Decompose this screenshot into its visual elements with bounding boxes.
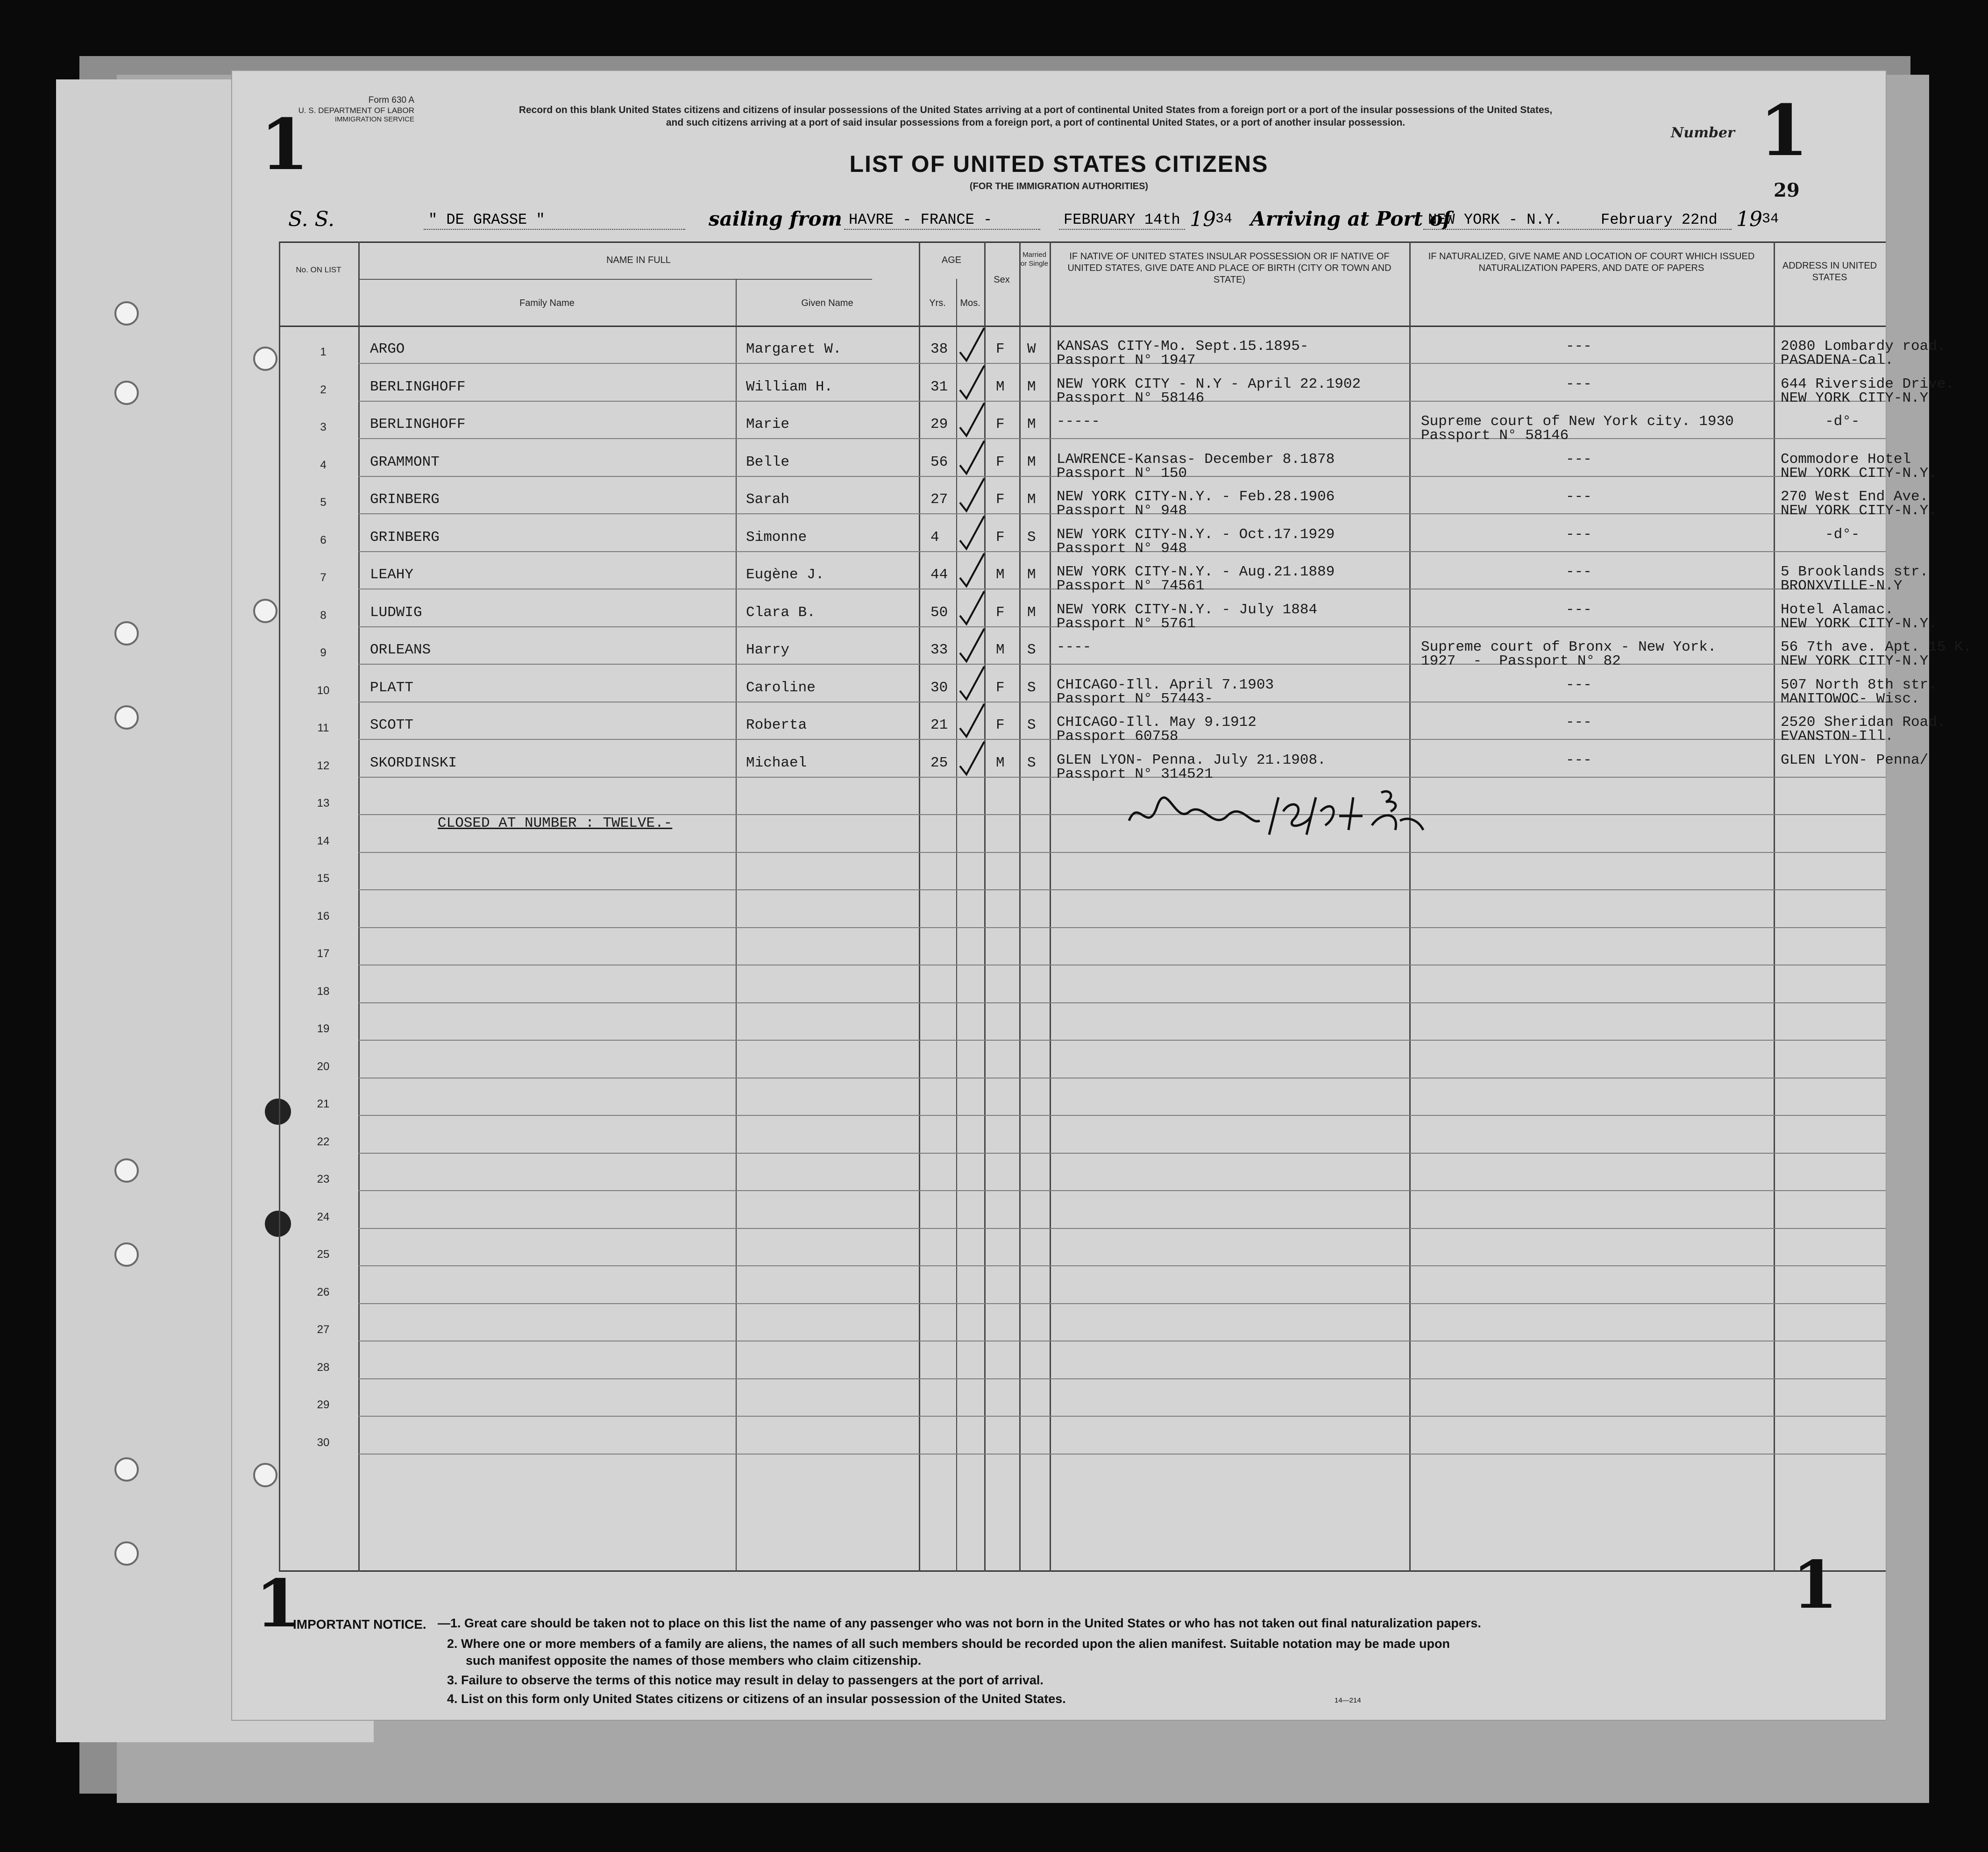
age-years: 30: [930, 679, 948, 696]
address-line-1: 2520 Sheridan Road.: [1781, 714, 1946, 731]
voyage-line: [288, 207, 1844, 234]
marital-status: M: [1027, 567, 1036, 583]
row-number: 9: [320, 646, 327, 659]
naturalization: ---: [1566, 376, 1592, 392]
check-mark-icon: [956, 624, 1022, 666]
row-rule: [358, 1002, 1886, 1003]
row-rule: [358, 1228, 1886, 1229]
binder-hole: [114, 1158, 139, 1183]
header-sex: Sex: [994, 275, 1010, 285]
address-line-2: PASADENA-Cal.: [1781, 352, 1894, 369]
sex: M: [996, 567, 1005, 583]
given-name: Belle: [746, 454, 790, 470]
check-mark-icon: [956, 323, 1022, 365]
family-name: SCOTT: [370, 717, 414, 733]
marital-status: S: [1027, 754, 1036, 771]
naturalization: ---: [1566, 714, 1592, 731]
row-number: 23: [317, 1173, 330, 1185]
row-number: 5: [320, 496, 327, 509]
row-rule: [358, 664, 1886, 665]
given-name: Eugène J.: [746, 567, 824, 583]
row-rule: [358, 1378, 1886, 1379]
depart-year-prefix: 19: [1190, 207, 1216, 231]
birth-place: -----: [1057, 413, 1100, 430]
address-line-2: NEW YORK CITY-N.Y.: [1781, 615, 1937, 632]
row-number: 25: [317, 1248, 330, 1261]
row-number: 14: [317, 834, 330, 847]
sex: F: [996, 341, 1005, 357]
family-name: GRINBERG: [370, 529, 440, 546]
binder-hole: [114, 301, 139, 326]
naturalization: ---: [1566, 752, 1592, 768]
header-address: ADDRESS IN UNITED STATES: [1782, 261, 1877, 283]
marital-status: W: [1027, 341, 1036, 357]
check-mark-icon: [956, 436, 1022, 478]
passport: Passport N° 58146: [1057, 390, 1205, 406]
family-name: LUDWIG: [370, 604, 422, 621]
naturalization-cont: 1927 - Passport N° 82: [1421, 653, 1621, 669]
address-line-1: -d°-: [1825, 413, 1860, 430]
row-number: 27: [317, 1323, 330, 1336]
address-line-2: NEW YORK CITY-N.Y: [1781, 653, 1929, 669]
marital-status: M: [1027, 416, 1036, 433]
row-number: 4: [320, 458, 327, 471]
family-name: ORLEANS: [370, 642, 431, 658]
notice-item-1: —1. Great care should be taken not to place on this list the name of any passenger who was not born in the United States or who has not taken out final naturalization papers.: [438, 1616, 1481, 1630]
passport: Passport N° 1947: [1057, 352, 1196, 369]
check-mark-icon: [956, 587, 1022, 629]
row-number: 6: [320, 533, 327, 546]
passport: Passport N° 5761: [1057, 615, 1196, 632]
row-rule: [358, 1265, 1886, 1266]
service: IMMIGRATION SERVICE: [334, 115, 414, 124]
binder-hole: [114, 1541, 139, 1566]
row-rule: [358, 1416, 1886, 1417]
given-name: Sarah: [746, 491, 790, 508]
notice-item-2-cont: such manifest opposite the names of those members who claim citizenship.: [466, 1653, 922, 1668]
age-years: 50: [930, 604, 948, 621]
check-mark-icon: [956, 662, 1022, 704]
given-name: Simonne: [746, 529, 807, 546]
department: U. S. DEPARTMENT OF LABOR: [298, 106, 414, 115]
naturalization: ---: [1566, 526, 1592, 543]
header-name-in-full: NAME IN FULL: [606, 255, 671, 265]
corner-number: 1: [260, 104, 309, 186]
row-number: 15: [317, 872, 330, 885]
row-number: 12: [317, 759, 330, 772]
address-line-2: NEW YORK CITY-N.Y.: [1781, 465, 1937, 482]
sailing-label: sailing from: [709, 207, 842, 230]
row-rule: [358, 889, 1886, 890]
birth-place: LAWRENCE-Kansas- December 8.1878: [1057, 451, 1335, 468]
binder-hole: [114, 705, 139, 730]
sex: M: [996, 642, 1005, 658]
page-title: LIST OF UNITED STATES CITIZENS: [849, 151, 1269, 177]
address-line-1: GLEN LYON- Penna/: [1781, 752, 1929, 768]
passport: Passport N° 74561: [1057, 578, 1205, 594]
page-subtitle: (FOR THE IMMIGRATION AUTHORITIES): [969, 181, 1149, 192]
marital-status: S: [1027, 642, 1036, 658]
form-code: 14—214: [1335, 1696, 1361, 1704]
age-years: 38: [930, 341, 948, 357]
row-number: 20: [317, 1060, 330, 1073]
address-line-2: EVANSTON-Ill.: [1781, 728, 1894, 745]
sex: F: [996, 679, 1005, 696]
sex: F: [996, 491, 1005, 508]
row-rule: [358, 852, 1886, 853]
row-number: 11: [317, 722, 329, 734]
given-name: Clara B.: [746, 604, 816, 621]
marital-status: S: [1027, 679, 1036, 696]
naturalization: Supreme court of Bronx - New York.: [1421, 639, 1717, 655]
birth-place: GLEN LYON- Penna. July 21.1908.: [1057, 752, 1326, 768]
row-number: 29: [317, 1398, 330, 1411]
row-number: 2: [320, 383, 327, 396]
row-number: 30: [317, 1436, 330, 1449]
age-years: 4: [930, 529, 939, 546]
row-number: 16: [317, 909, 330, 922]
family-name: LEAHY: [370, 567, 414, 583]
header-age: AGE: [941, 255, 962, 265]
row-rule: [358, 1454, 1886, 1455]
age-years: 44: [930, 567, 948, 583]
given-name: Roberta: [746, 717, 807, 733]
check-mark-icon: [956, 474, 1022, 516]
row-rule: [358, 1153, 1886, 1154]
official-signature: [1120, 779, 1437, 849]
manifest-table: [279, 241, 1972, 1573]
address-line-1: 270 West End Ave.: [1781, 489, 1929, 505]
row-rule: [358, 1303, 1886, 1304]
birth-place: CHICAGO-Ill. April 7.1903: [1057, 676, 1274, 693]
age-years: 21: [930, 717, 948, 733]
marital-status: S: [1027, 529, 1036, 546]
row-rule: [358, 1115, 1886, 1116]
manifest-page: [231, 70, 1972, 1721]
naturalization: ---: [1566, 489, 1592, 505]
row-number: 3: [320, 421, 327, 433]
naturalization: ---: [1566, 564, 1592, 580]
family-name: ARGO: [370, 341, 405, 357]
important-notice: [251, 1547, 1858, 1706]
family-name: GRAMMONT: [370, 454, 440, 470]
check-mark-icon: [956, 737, 1022, 779]
address-line-2: BRONXVILLE-N.Y: [1781, 578, 1903, 594]
passport: Passport N° 948: [1057, 540, 1187, 557]
birth-place: ----: [1057, 639, 1092, 655]
address-line-1: Hotel Alamac.: [1781, 601, 1894, 618]
header-given-name: Given Name: [801, 298, 853, 308]
passport: Passport N° 150: [1057, 465, 1187, 482]
given-name: Margaret W.: [746, 341, 842, 357]
from-port: HAVRE - FRANCE -: [849, 211, 993, 228]
family-name: PLATT: [370, 679, 414, 696]
row-number: 19: [317, 1022, 330, 1035]
sex: F: [996, 529, 1005, 546]
passport: Passport 60758: [1057, 728, 1179, 745]
row-rule: [358, 1078, 1886, 1079]
row-rule: [358, 927, 1886, 928]
address-line-1: 644 Riverside Drive.: [1781, 376, 1955, 392]
check-mark-icon: [956, 361, 1022, 403]
given-name: Caroline: [746, 679, 816, 696]
birth-place: NEW YORK CITY - N.Y - April 22.1902: [1057, 376, 1361, 392]
arriving-label: Arriving at Port of: [1250, 207, 1451, 230]
arrival-port: NEW YORK - N.Y.: [1428, 211, 1563, 228]
page-stamp: 29: [1774, 179, 1800, 201]
sex: F: [996, 604, 1005, 621]
age-years: 56: [930, 454, 948, 470]
check-mark-icon: [956, 549, 1022, 591]
birth-place: NEW YORK CITY-N.Y. - July 1884: [1057, 601, 1318, 618]
binder-hole: [253, 347, 277, 371]
passport: Passport N° 948: [1057, 503, 1187, 519]
family-name: BERLINGHOFF: [370, 378, 466, 395]
row-number: 17: [317, 947, 330, 960]
arrival-year: 34: [1762, 211, 1779, 227]
naturalization: ---: [1566, 338, 1592, 355]
family-name: GRINBERG: [370, 491, 440, 508]
age-years: 29: [930, 416, 948, 433]
header-family-name: Family Name: [519, 298, 575, 308]
address-line-1: 5 Brooklands str.: [1781, 564, 1929, 580]
instructions: Record on this blank United States citizens and citizens of insular possessions of the United States arriving at a port of continental United States from a foreign port or a port of the insular possessions of the United States, and such citizens arriving at a port of said insular possessions from a foreign port, a port of continental United States, or a port of another insular possession.: [518, 105, 1553, 128]
row-number: 7: [320, 571, 327, 584]
given-name: Michael: [746, 754, 807, 771]
arrival-date: February 22nd: [1601, 211, 1718, 228]
address-line-2: NEW YORK CITY-N.Y: [1781, 390, 1929, 406]
row-number: 26: [317, 1285, 330, 1299]
notice-item-2: 2. Where one or more members of a family are aliens, the names of all such members should be recorded upon the alien manifest. Suitable notation may be made upon: [447, 1637, 1450, 1651]
family-name: BERLINGHOFF: [370, 416, 466, 433]
sex: F: [996, 416, 1005, 433]
binder-hole: [253, 599, 277, 623]
binder-hole: [114, 381, 139, 405]
ship-name: " DE GRASSE ": [428, 211, 545, 228]
number-label: Number: [1671, 125, 1735, 141]
bottom-left-number: 1: [256, 1566, 301, 1642]
row-number: 24: [317, 1210, 330, 1223]
given-name: Harry: [746, 642, 790, 658]
row-number: 13: [317, 797, 330, 809]
header-birth: IF NATIVE OF UNITED STATES INSULAR POSSESSION OR IF NATIVE OF UNITED STATES, GIVE DATE AND PLACE OF BIRTH (CITY OR TOWN AND STATE): [1067, 251, 1392, 285]
row-number: 21: [317, 1098, 330, 1110]
header-married: Married or Single: [1020, 251, 1049, 268]
naturalization: ---: [1566, 601, 1592, 618]
check-mark-icon: [956, 398, 1022, 440]
form-id: Form 630 A: [368, 95, 414, 105]
passport: Passport N° 57443-: [1057, 690, 1213, 707]
row-rule: [358, 1190, 1886, 1191]
birth-place: CHICAGO-Ill. May 9.1912: [1057, 714, 1257, 731]
row-number: 8: [320, 609, 327, 622]
given-name: Marie: [746, 416, 790, 433]
row-number: 28: [317, 1361, 330, 1374]
naturalization: Supreme court of New York city. 1930: [1421, 413, 1734, 430]
address-line-2: MANITOWOC- Wisc.: [1781, 690, 1920, 707]
header-no-on-list: No. ON LIST: [296, 265, 341, 274]
notice-item-3: 3. Failure to observe the terms of this notice may result in delay to passengers at the port of arrival.: [447, 1673, 1044, 1687]
number-value: 1: [1760, 90, 1809, 172]
check-mark-icon: [956, 699, 1022, 741]
address-line-2: NEW YORK CITY-N.Y.: [1781, 503, 1937, 519]
marital-status: S: [1027, 717, 1036, 733]
naturalization: ---: [1566, 676, 1592, 693]
binder-hole: [114, 621, 139, 646]
sex: F: [996, 717, 1005, 733]
address-line-1: 507 North 8th str.: [1781, 676, 1937, 693]
sex: M: [996, 378, 1005, 395]
bottom-right-number: 1: [1792, 1547, 1838, 1624]
depart-date: FEBRUARY 14th: [1064, 211, 1180, 228]
row-number: 10: [317, 684, 330, 697]
marital-status: M: [1027, 491, 1036, 508]
marital-status: M: [1027, 454, 1036, 470]
passport: Passport N° 314521: [1057, 766, 1213, 782]
address-line-1: 2080 Lombardy road.: [1781, 338, 1946, 355]
age-years: 25: [930, 754, 948, 771]
age-years: 27: [930, 491, 948, 508]
row-rule: [358, 1040, 1886, 1041]
ss-label: S. S.: [288, 207, 335, 231]
naturalization: ---: [1566, 451, 1592, 468]
row-number: 1: [320, 346, 327, 358]
row-rule: [358, 438, 1886, 439]
row-number: 22: [317, 1135, 330, 1148]
age-years: 31: [930, 378, 948, 395]
birth-place: KANSAS CITY-Mo. Sept.15.1895-: [1057, 338, 1309, 355]
family-name: SKORDINSKI: [370, 754, 457, 771]
notice-heading: IMPORTANT NOTICE.: [293, 1617, 426, 1632]
given-name: William H.: [746, 378, 833, 395]
header-mos: Mos.: [960, 298, 980, 308]
depart-year: 34: [1215, 211, 1233, 227]
header-naturalized: IF NATURALIZED, GIVE NAME AND LOCATION OF COURT WHICH ISSUED NATURALIZATION PAPERS, AND DATE OF PAPERS: [1428, 251, 1755, 273]
arrival-year-prefix: 19: [1736, 207, 1762, 231]
binder-hole: [253, 1463, 277, 1487]
age-years: 33: [930, 642, 948, 658]
birth-place: NEW YORK CITY-N.Y. - Feb.28.1906: [1057, 489, 1335, 505]
address-line-1: 56 7th ave. Apt. 15 K.: [1781, 639, 1972, 655]
address-line-1: -d°-: [1825, 526, 1860, 543]
header-yrs: Yrs.: [929, 298, 946, 308]
birth-place: NEW YORK CITY-N.Y. - Oct.17.1929: [1057, 526, 1335, 543]
closed-note: CLOSED AT NUMBER : TWELVE.-: [438, 815, 673, 831]
birth-place: NEW YORK CITY-N.Y. - Aug.21.1889: [1057, 564, 1335, 580]
form-identifier: [293, 95, 414, 124]
address-line-1: Commodore Hotel: [1781, 451, 1911, 468]
binder-hole: [114, 1242, 139, 1267]
notice-item-4: 4. List on this form only United States citizens or citizens of an insular possession of the United States.: [447, 1692, 1066, 1706]
sex: F: [996, 454, 1005, 470]
naturalization-cont: Passport N° 58146: [1421, 427, 1569, 444]
check-mark-icon: [956, 511, 1022, 553]
row-number: 18: [317, 985, 330, 998]
sex: M: [996, 754, 1005, 771]
marital-status: M: [1027, 604, 1036, 621]
binder-hole: [114, 1457, 139, 1482]
marital-status: M: [1027, 378, 1036, 395]
